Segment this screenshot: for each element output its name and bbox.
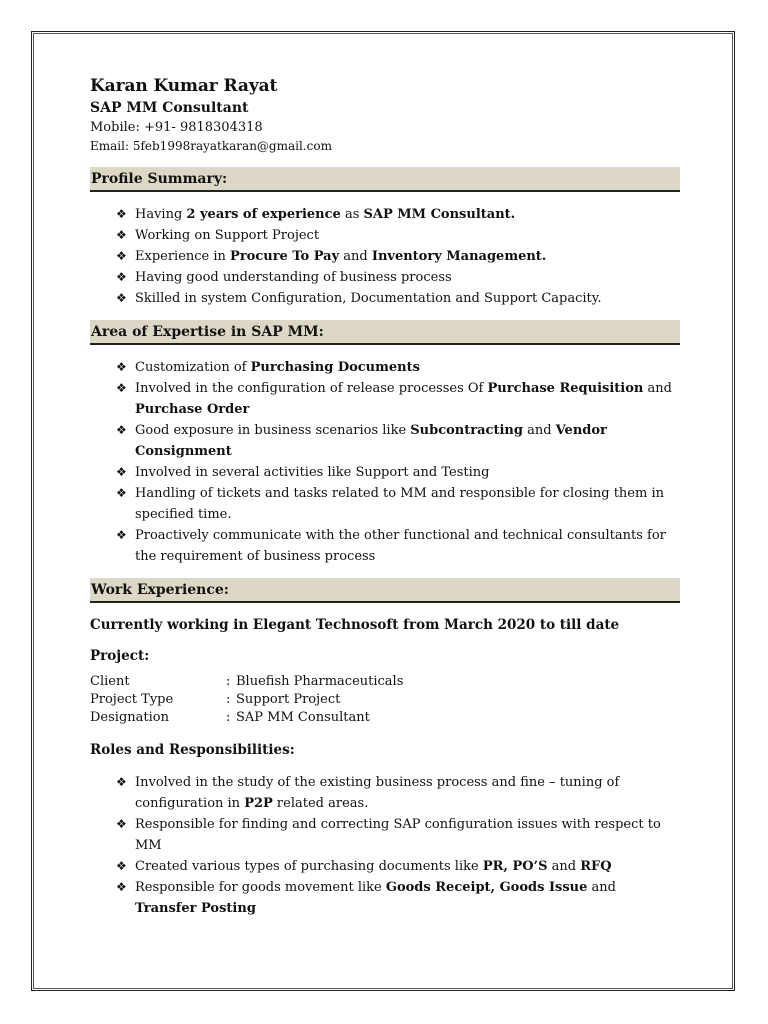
list-item [116, 246, 680, 267]
diamond-bullet-icon: ❖ [116, 360, 127, 374]
text: and [547, 859, 581, 874]
profile-summary-list [90, 204, 680, 309]
text: Handling of tickets and tasks related to MM and responsible for closing them in specified time. [135, 486, 664, 522]
text: Having [135, 207, 187, 222]
text: Involved in several activities like Support and Testing [135, 465, 490, 480]
list-item [116, 378, 680, 420]
bold-text: Inventory Management. [371, 249, 547, 264]
diamond-bullet-icon: ❖ [116, 486, 127, 500]
list-item [116, 462, 680, 483]
text: Involved in the study of the existing business process and fine – tuning of configuration in [135, 775, 620, 811]
candidate-name: Karan Kumar Rayat [90, 76, 278, 96]
diamond-bullet-icon: ❖ [116, 528, 127, 542]
text: and [339, 249, 372, 264]
bold-text: Goods Receipt, Goods Issue [385, 880, 588, 895]
text: Created various types of purchasing documents like [135, 859, 483, 874]
diamond-bullet-icon: ❖ [116, 817, 127, 831]
bold-text: RFQ [580, 859, 612, 874]
project-key: Project Type [90, 692, 174, 707]
project-key: Designation [90, 710, 169, 725]
diamond-bullet-icon: ❖ [116, 291, 127, 305]
project-row [90, 673, 680, 691]
diamond-bullet-icon: ❖ [116, 270, 127, 284]
bold-text: Transfer Posting [135, 901, 256, 916]
bold-text: Purchase Order [135, 402, 250, 417]
roles-label: Roles and Responsibilities: [90, 742, 295, 758]
list-item [116, 225, 680, 246]
project-value: Bluefish Pharmaceuticals [236, 674, 404, 689]
text: and [587, 880, 616, 895]
list-item [116, 856, 680, 877]
text: as [340, 207, 364, 222]
bold-text: P2P [244, 796, 273, 811]
project-value: Support Project [236, 692, 341, 707]
text: Proactively communicate with the other functional and technical consultants for the requirement of business process [135, 528, 666, 564]
project-value: SAP MM Consultant [236, 710, 370, 725]
list-item [116, 267, 680, 288]
diamond-bullet-icon: ❖ [116, 880, 127, 894]
text: Responsible for goods movement like [135, 880, 386, 895]
roles-list [90, 772, 680, 919]
list-item [116, 288, 680, 309]
project-separator: : [226, 692, 231, 707]
bold-text: SAP MM Consultant. [363, 207, 516, 222]
diamond-bullet-icon: ❖ [116, 228, 127, 242]
text: and [522, 423, 556, 438]
text: Responsible for finding and correcting SAP configuration issues with respect to MM [135, 817, 661, 853]
project-row [90, 691, 680, 709]
section-profile-summary: Profile Summary: [90, 167, 680, 192]
list-item [116, 204, 680, 225]
text: related areas. [272, 796, 369, 811]
bold-text: Purchase Requisition [487, 381, 644, 396]
text: and [643, 381, 672, 396]
project-details [90, 673, 680, 727]
bold-text: Subcontracting [410, 423, 523, 438]
project-separator: : [226, 674, 231, 689]
diamond-bullet-icon: ❖ [116, 859, 127, 873]
list-item [116, 772, 680, 814]
project-label: Project: [90, 648, 150, 664]
project-row [90, 709, 680, 727]
bold-text: Procure To Pay [230, 249, 340, 264]
text: Experience in [135, 249, 231, 264]
text: Having good understanding of business process [135, 270, 452, 285]
list-item [116, 814, 680, 856]
email-address: Email: 5feb1998rayatkaran@gmail.com [90, 139, 332, 153]
section-expertise: Area of Expertise in SAP MM: [90, 320, 680, 345]
bold-text: Purchasing Documents [250, 360, 420, 375]
current-employment: Currently working in Elegant Technosoft from March 2020 to till date [90, 617, 620, 633]
project-key: Client [90, 674, 130, 689]
diamond-bullet-icon: ❖ [116, 207, 127, 221]
section-work-experience: Work Experience: [90, 578, 680, 603]
bold-text: Vendor Consignment [135, 423, 607, 459]
list-item [116, 525, 680, 567]
diamond-bullet-icon: ❖ [116, 465, 127, 479]
project-separator: : [226, 710, 231, 725]
diamond-bullet-icon: ❖ [116, 381, 127, 395]
bold-text: PR, PO’S [482, 859, 548, 874]
diamond-bullet-icon: ❖ [116, 249, 127, 263]
diamond-bullet-icon: ❖ [116, 423, 127, 437]
text: Involved in the configuration of release processes Of [135, 381, 488, 396]
text: Good exposure in business scenarios like [135, 423, 411, 438]
text: Skilled in system Configuration, Documentation and Support Capacity. [135, 291, 602, 306]
expertise-list [90, 357, 680, 567]
list-item [116, 877, 680, 919]
text: Working on Support Project [135, 228, 320, 243]
resume-document [90, 76, 680, 919]
list-item [116, 483, 680, 525]
mobile-number: Mobile: +91- 9818304318 [90, 120, 263, 135]
text: Customization of [135, 360, 251, 375]
diamond-bullet-icon: ❖ [116, 775, 127, 789]
candidate-title: SAP MM Consultant [90, 100, 249, 116]
list-item [116, 357, 680, 378]
list-item [116, 420, 680, 462]
bold-text: 2 years of experience [186, 207, 341, 222]
